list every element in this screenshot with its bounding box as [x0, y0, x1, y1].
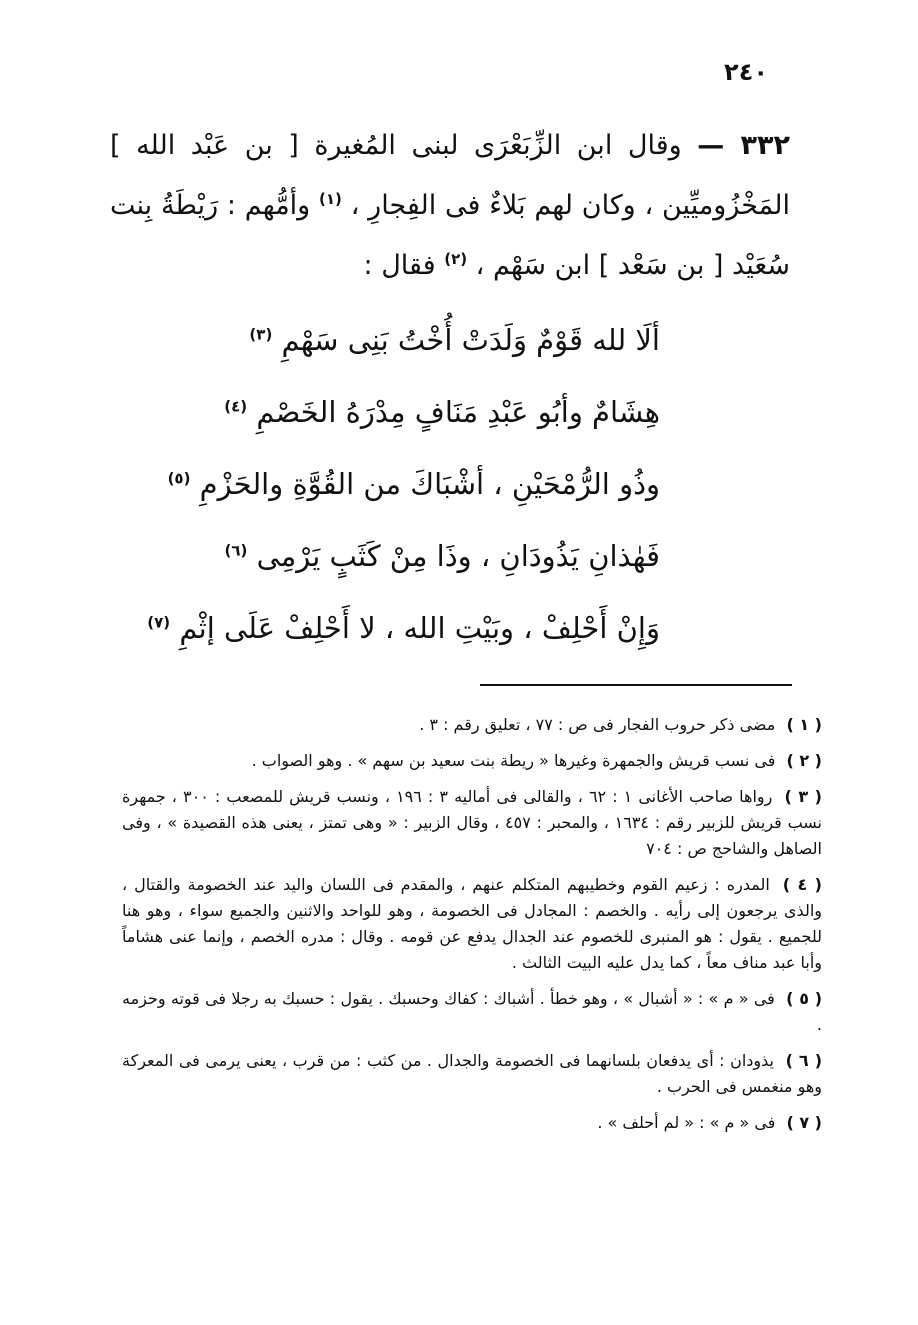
footnote-3 — [122, 784, 822, 862]
footnote-text: فى « م » : « لم أحلف » . — [597, 1113, 776, 1132]
verse-text: وذُو الرُّمْحَيْنِ ، أشْبَاكَ من القُوَّةِ والحَزْمِ — [199, 467, 660, 501]
footnote-7 — [122, 1110, 822, 1136]
footnote-text: فى نسب قريش والجمهرة وغيرها « ريطة بنت سعيد بن سهم » . وهو الصواب . — [251, 751, 776, 770]
footnote-text: رواها صاحب الأغانى ١ : ٦٢ ، والقالى فى أماليه ٣ : ١٩٦ ، ونسب قريش للمصعب : ٣٠٠ ، جمهرة نسب قريش للزبير رقم : ١٦٣٤ ، والمحبر : ٤٥٧ ، وقال الزبير : « وهى تمتز ، يعنى هذه القصيدة » ، وفى الصاهل والشاحج ص : ٧٠٤ — [122, 787, 823, 858]
footnotes — [122, 712, 822, 1146]
verse-text: وَإِنْ أَحْلِفْ ، وبَيْتِ الله ، لا أَحْلِفْ عَلَى إثْمِ — [179, 611, 660, 645]
poem-verse-2 — [224, 376, 660, 448]
verse-footnote-mark: (٤) — [224, 397, 248, 416]
footnote-6 — [122, 1048, 822, 1100]
intro-text-a: وقال ابن الزِّبَعْرَى لبنى المُغيرة [ بن عَبْد الله ] المَخْزُوميِّين ، وكان لهم بَلاءٌ فى الفِجارِ ، — [110, 130, 791, 221]
footnote-text: يذودان : أى يدفعان بلسانهما فى الخصومة والجدال . من كثب : من قرب ، يعنى يرمى فى المعركة وهو منغمس فى الحرب . — [122, 1051, 822, 1096]
footnote-4 — [122, 872, 822, 976]
footnote-number: ( ٢ ) — [786, 751, 822, 770]
footnote-2 — [122, 748, 822, 774]
footnote-mark-1: (١) — [319, 190, 342, 208]
footnote-divider — [480, 684, 792, 686]
intro-text-c: فقال : — [363, 250, 436, 281]
entry-number: ٣٣٢ — — [697, 130, 790, 161]
verse-footnote-mark: (٣) — [249, 325, 273, 344]
intro-paragraph — [110, 116, 790, 296]
footnote-mark-2: (٢) — [444, 250, 468, 268]
intro-text-b: وأمُّهم : رَيْطَةُ بِنت سُعَيْد [ بن سَعْد ] ابن سَهْم ، — [110, 190, 790, 281]
poem-verse-3 — [167, 448, 660, 520]
footnote-number: ( ٦ ) — [785, 1051, 823, 1070]
verse-text: فَهٰذانِ يَذُودَانِ ، وذَا مِنْ كَثَبٍ يَرْمِى — [256, 539, 660, 573]
poem-verse-1 — [240, 304, 660, 376]
poem-verse-4 — [224, 520, 660, 592]
footnote-number: ( ١ ) — [786, 715, 822, 734]
page-number: ٢٤٠ — [724, 58, 768, 86]
footnote-number: ( ٧ ) — [786, 1113, 822, 1132]
poem-verse-5 — [147, 592, 660, 664]
footnote-text: فى « م » : « أشبال » ، وهو خطأ . أشباك : كفاك وحسبك . يقول : حسبك به رجلا فى قوته وحزمه . — [122, 989, 822, 1034]
verse-footnote-mark: (٦) — [224, 541, 248, 560]
footnote-number: ( ٣ ) — [784, 787, 822, 806]
verse-footnote-mark: (٧) — [147, 613, 171, 632]
verse-text: هِشَامٌ وأبُو عَبْدِ مَنَافٍ مِدْرَهُ الخَصْمِ — [256, 395, 660, 429]
footnote-number: ( ٥ ) — [786, 989, 823, 1008]
poem — [147, 304, 660, 664]
verse-footnote-mark: (٥) — [167, 469, 191, 488]
verse-text: ألَا لله قَوْمٌ وَلَدَتْ أُخْتُ بَنِى سَهْمِ — [281, 323, 660, 357]
footnote-text: مضى ذكر حروب الفجار فى ص : ٧٧ ، تعليق رقم : ٣ . — [419, 715, 776, 734]
footnote-5 — [122, 986, 822, 1038]
footnote-number: ( ٤ ) — [782, 875, 822, 894]
footnote-text: المدره : زعيم القوم وخطيبهم المتكلم عنهم ، والمقدم فى اللسان واليد عند الخصومة والقتال ، والذى يرجعون إلى رأيه . والخصم : المجادل فى الخصومة ، وهو للواحد والاثنين والجميع سواء ، وهو هنا للجميع . يقول : هو المنبرى للخصوم عند الجدال يدفع عن قومه . وقال : مدره الخصم ، وإنما عنى هشاماً وأبا عبد مناف معاً ، كما يدل عليه البيت الثالث . — [122, 875, 822, 972]
footnote-1 — [122, 712, 822, 738]
